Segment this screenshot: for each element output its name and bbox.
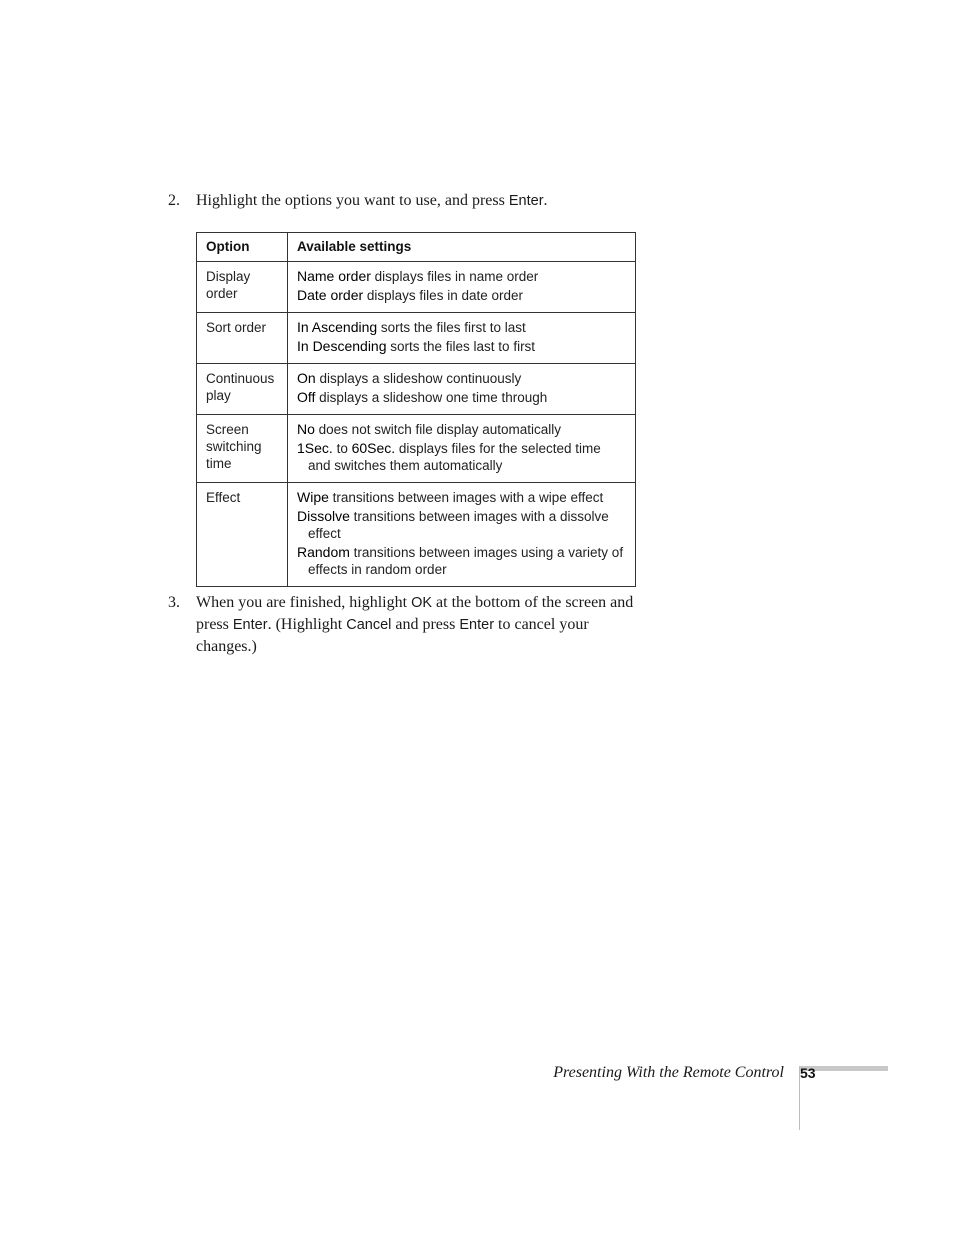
settings-cell xyxy=(288,262,636,313)
enter-key-label: Enter xyxy=(508,193,544,209)
settings-cell xyxy=(288,364,636,415)
setting-item: Name order displays files in name order xyxy=(297,268,539,284)
option-name: Effect xyxy=(197,483,288,587)
setting-item: On displays a slideshow continuously xyxy=(297,370,522,386)
setting-item: Date order displays files in date order xyxy=(297,287,523,303)
table-row xyxy=(197,483,636,587)
table-row xyxy=(197,415,636,483)
step-3 xyxy=(168,592,638,658)
settings-cell xyxy=(288,483,636,587)
running-footer-title: Presenting With the Remote Control xyxy=(553,1064,784,1081)
step-number: 3. xyxy=(168,594,180,611)
header-option: Option xyxy=(197,233,288,262)
option-name: Display order xyxy=(197,262,288,313)
table-row xyxy=(197,313,636,364)
setting-item: Wipe transitions between images with a wipe effect xyxy=(297,489,604,505)
setting-item: Off displays a slideshow one time through xyxy=(297,389,548,405)
enter-key-label: Enter xyxy=(459,617,495,633)
cancel-key-label: Cancel xyxy=(346,617,392,633)
table-row xyxy=(197,262,636,313)
ok-key-label: OK xyxy=(411,595,433,611)
step-number: 2. xyxy=(168,192,180,209)
setting-item: Dissolve transitions between images with a dissolve effect xyxy=(297,508,609,541)
step-text: When you are finished, highlight OK at the bottom of the screen and press Enter. (Highlight Cancel and press Enter to cancel your changes.) xyxy=(196,594,634,655)
table-header-row xyxy=(197,233,636,262)
options-table xyxy=(196,232,636,587)
step-2 xyxy=(168,190,638,212)
settings-cell xyxy=(288,415,636,483)
setting-item: 1Sec. to 60Sec. displays files for the selected time and switches them automatically xyxy=(297,440,601,473)
option-name: Continuous play xyxy=(197,364,288,415)
option-name: Sort order xyxy=(197,313,288,364)
step-text: Highlight the options you want to use, and press Enter. xyxy=(196,192,548,209)
enter-key-label: Enter xyxy=(232,617,268,633)
setting-item: Random transitions between images using a variety of effects in random order xyxy=(297,544,624,577)
table-row xyxy=(197,364,636,415)
settings-cell xyxy=(288,313,636,364)
setting-item: In Descending sorts the files last to first xyxy=(297,338,536,354)
setting-item: No does not switch file display automatically xyxy=(297,421,562,437)
header-available-settings: Available settings xyxy=(288,233,636,262)
option-name: Screen switching time xyxy=(197,415,288,483)
page-number: 53 xyxy=(800,1065,816,1081)
setting-item: In Ascending sorts the files first to last xyxy=(297,319,526,335)
